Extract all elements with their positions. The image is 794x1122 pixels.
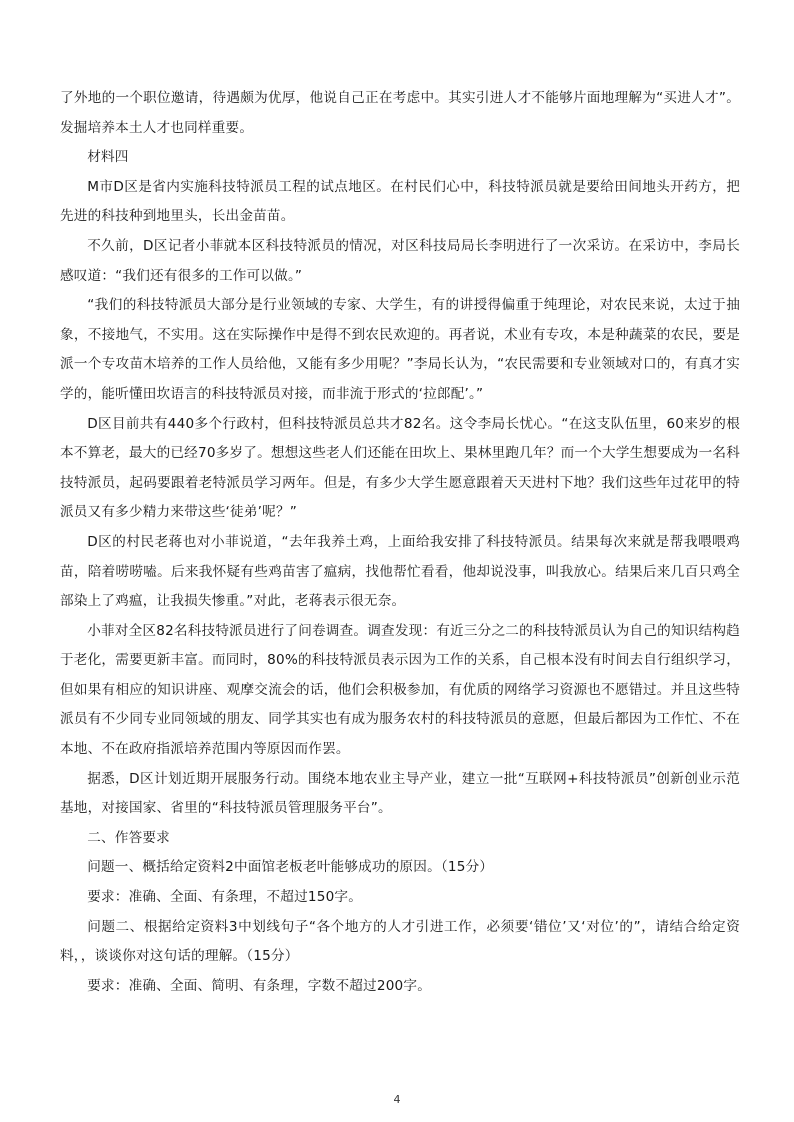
paragraph-survey: 小菲对全区82名科技特派员进行了问卷调查。调查发现：有近三分之二的科技特派员认为自己的知识结构趋于老化，需要更新丰富。而同时，80%的科技特派员表示因为工作的关系，自己根本没有时间去自行组织学习，但如果有相应的知识讲座、观摩交流会的话，他们会积极参加，有优质的网络学习资源也不愿错过。并且这些特派员有不少同专业同领域的朋友、同学其实也有成为服务农村的科技特派员的意愿，但最后都因为工作忙、不在本地、不在政府指派培养范围内等原因而作罢。: [60, 622, 740, 758]
paragraph-staff-shortage: D区目前共有440多个行政村，但科技特派员总共才82名。这令李局长忧心。“在这支队伍里，60来岁的根本不算老，最大的已经70多岁了。想想这些老人们还能在田坎上、果林里跑几年？而一个大学生想要成为一名科技特派员，起码要跟着老特派员学习两年。但是，有多少大学生愿意跟着天天进村下地？我们这些年过花甲的特派员又有多少精力来带这些‘徒弟’呢？”: [60, 415, 740, 521]
paragraph-villager-story: D区的村民老蒋也对小菲说道，“去年我养土鸡，上面给我安排了科技特派员。结果每次来就是帮我喂喂鸡苗，陪着唠唠嗑。后来我怀疑有些鸡苗害了瘟病，找他帮忙看看，他却说没事，叫我放心。结果后来几百只鸡全部染上了鸡瘟，让我损失惨重。”对此，老蒋表示很无奈。: [60, 533, 740, 610]
page-number: 4: [393, 1093, 401, 1106]
document-body: [60, 84, 740, 1001]
question-two-requirement: 要求：准确、全面、简明、有条理，字数不超过200字。: [87, 977, 431, 994]
question-two: 问题二、根据给定资料3中划线句子“各个地方的人才引进工作，必须要‘错位’又‘对位’的”，请结合给定资料，，谈谈你对这句话的理解。（15分）: [60, 918, 740, 965]
paragraph-plan: 据悉，D区计划近期开展服务行动。围绕本地农业主导产业，建立一批“互联网+科技特派员”创新创业示范基地，对接国家、省里的“科技特派员管理服务平台”。: [60, 770, 740, 817]
question-one-requirement: 要求：准确、全面、有条理，不超过150字。: [87, 889, 363, 906]
paragraph-pilot-district: M市D区是省内实施科技特派员工程的试点地区。在村民们心中，科技特派员就是要给田间地头开药方，把先进的科技种到地里头，长出金苗苗。: [60, 178, 740, 225]
paragraph-interview: 不久前，D区记者小菲就本区科技特派员的情况，对区科技局局长李明进行了一次采访。在采访中，李局长感叹道：“我们还有很多的工作可以做。”: [60, 237, 740, 284]
paragraph-director-quote: “我们的科技特派员大部分是行业领域的专家、大学生，有的讲授得偏重于纯理论，对农民来说，太过于抽象，不接地气，不实用。这在实际操作中是得不到农民欢迎的。再者说，术业有专攻，本是种蔬菜的农民，要是派一个专攻苗木培养的工作人员给他，又能有多少用呢？”李局长认为，“农民需要和专业领域对口的，有真才实学的，能听懂田坎语言的科技特派员对接，而非流于形式的‘拉郎配’。”: [60, 297, 740, 402]
paragraph-continuation: 了外地的一个职位邀请，待遇颇为优厚，他说自己正在考虑中。其实引进人才不能够片面地理解为“买进人才”。发掘培养本土人才也同样重要。: [60, 90, 740, 136]
section-heading-material-4: 材料四: [87, 149, 129, 166]
question-one: 问题一、概括给定资料2中面馆老板老叶能够成功的原因。（15分）: [87, 859, 494, 876]
section-heading-requirements: 二、作答要求: [87, 829, 170, 846]
